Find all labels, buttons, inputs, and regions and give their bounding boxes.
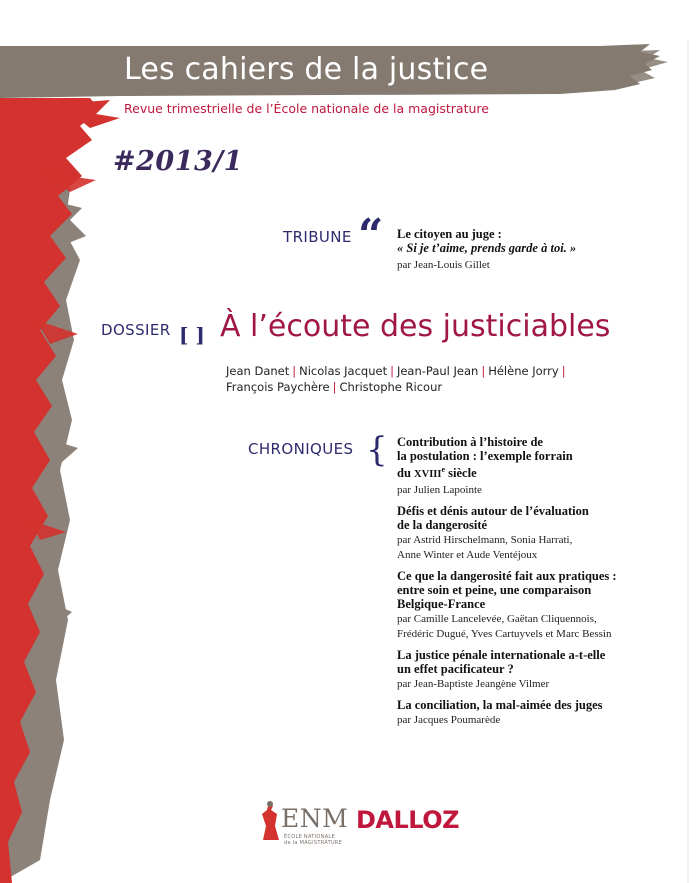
tribune-author: par Jean-Louis Gillet xyxy=(397,259,490,271)
article-title-line: Contribution à l’histoire de xyxy=(397,435,543,449)
author-name: Christophe Ricour xyxy=(339,380,443,394)
dalloz-logo: DALLOZ xyxy=(356,806,460,834)
author-name: Jean Danet xyxy=(226,364,290,378)
author-name: Hélène Jorry xyxy=(488,364,559,378)
journal-title: Les cahiers de la justice xyxy=(124,52,489,87)
enm-logo-subtitle xyxy=(284,834,342,846)
article-title-line: Belgique-France xyxy=(397,597,486,612)
title-text: siècle xyxy=(445,466,477,481)
list-item xyxy=(397,435,687,497)
century-superscript: e xyxy=(441,465,446,474)
title-text: du xyxy=(397,466,415,481)
article-author: par Astrid Hirschelmann, Sonia Harrati, xyxy=(397,534,573,547)
author-name: Jean-Paul Jean xyxy=(396,364,479,378)
enm-figure-icon xyxy=(259,800,281,844)
chroniques-label: CHRONIQUES xyxy=(248,440,354,458)
dossier-title: À l’écoute des justiciables xyxy=(220,309,611,344)
author-name: François Paychère xyxy=(226,380,330,394)
author-separator: | xyxy=(481,364,486,378)
article-title-line: la postulation : l’exemple forrain xyxy=(397,449,573,463)
author-separator: | xyxy=(292,364,297,378)
author-separator: | xyxy=(332,380,337,394)
article-title-line: Ce que la dangerosité fait aux pratiques : xyxy=(397,569,617,584)
article-title-line: de la dangerosité xyxy=(397,518,488,533)
enm-subtitle-line: de la MAGISTRATURE xyxy=(284,840,343,846)
bracket-icon: [ ] xyxy=(179,323,205,347)
quote-mark-icon: “ xyxy=(358,210,384,261)
journal-subtitle: Revue trimestrielle de l’École nationale de la magistrature xyxy=(124,101,489,116)
article-author: par Jean-Baptiste Jeangène Vilmer xyxy=(397,678,550,691)
author-name: Nicolas Jacquet xyxy=(299,364,388,378)
enm-logo-text: ENM xyxy=(281,804,349,833)
issue-number: #2013/1 xyxy=(113,146,243,177)
tribune-title: Le citoyen au juge : xyxy=(397,227,502,241)
brace-icon: { xyxy=(366,430,388,470)
article-title-line: La justice pénale internationale a-t-elle xyxy=(397,648,606,663)
article-title-line: un effet pacificateur ? xyxy=(397,662,514,677)
enm-subtitle-line: ÉCOLE NATIONALE xyxy=(284,834,335,840)
list-item xyxy=(397,504,687,562)
list-item xyxy=(397,569,687,641)
list-item xyxy=(397,648,687,691)
article-title-line: La conciliation, la mal-aimée des juges xyxy=(397,698,603,713)
article-author: par Camille Lancelevée, Gaëtan Cliquennois, xyxy=(397,613,597,626)
article-author: Anne Winter et Aude Ventéjoux xyxy=(397,549,538,562)
chroniques-list xyxy=(397,435,687,734)
author-separator: | xyxy=(561,364,566,378)
list-item xyxy=(397,698,687,727)
article-title-line xyxy=(397,463,687,482)
article-title-line: entre soin et peine, une comparaison xyxy=(397,583,592,598)
article-author: par Julien Lapointe xyxy=(397,484,482,497)
century-numeral: XVIII xyxy=(414,469,442,481)
tribune-label: TRIBUNE xyxy=(283,228,352,246)
dossier-authors-line-1 xyxy=(226,364,569,378)
article-title-line: Défis et dénis autour de l’évaluation xyxy=(397,504,589,519)
author-separator: | xyxy=(390,364,394,378)
article-author: par Jacques Poumarède xyxy=(397,714,501,727)
header-band-fray xyxy=(600,50,668,86)
article-author: Frédéric Dugué, Yves Cartuyvels et Marc Bessin xyxy=(397,628,612,641)
dossier-label: DOSSIER xyxy=(101,321,171,339)
dossier-authors-line-2 xyxy=(226,380,442,394)
tribune-quote: « Si je t’aime, prends garde à toi. » xyxy=(397,241,577,255)
